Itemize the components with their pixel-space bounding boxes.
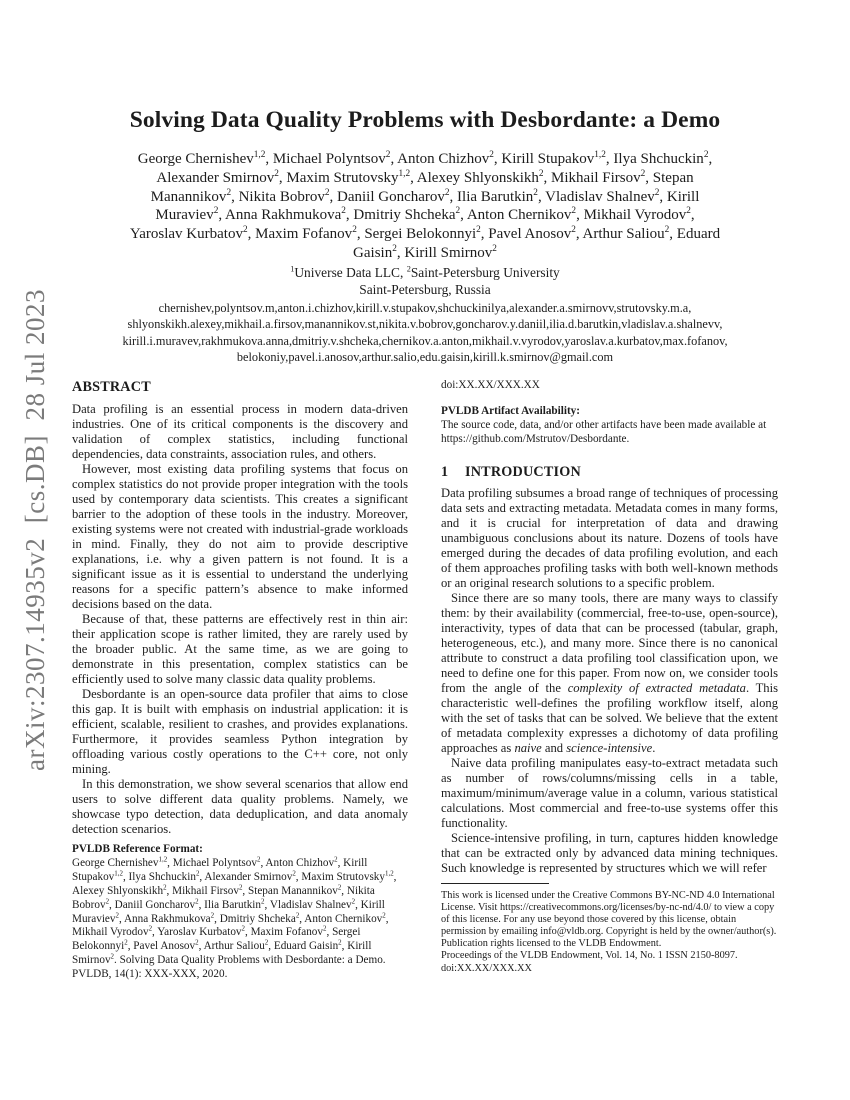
section-title: INTRODUCTION: [465, 463, 581, 480]
intro-paragraph: Data profiling subsumes a broad range of techniques of processing data sets and extracting metadata. Metadata comes in many forms, and it is crucial for interpretation of data and drawing unambiguous conclusions about its nature. Dozens of tools have emerged during the decades of data profiling evolution, and each of them approaches profiling tasks with both well-known methods or an original research solutions to a specific problem.: [441, 485, 778, 590]
footnote-rule: [441, 883, 549, 884]
artifact-availability-sentence: The source code, data, and/or other artifacts have been made available at: [441, 418, 767, 431]
footnote-proceedings-line: Proceedings of the VLDB Endowment, Vol. 14, No. 1 ISSN 2150-8097.: [441, 950, 738, 962]
artifact-url-link[interactable]: https://github.com/Mstrutov/Desbordante.: [441, 432, 630, 445]
left-column: [72, 379, 408, 837]
intro-paragraph: Science-intensive profiling, in turn, captures hidden knowledge that can be extracted only by advanced data mining techniques. Such knowledge is represented by structures which we will refer: [441, 830, 778, 875]
abstract-paragraph: Desbordante is an open-source data profiler that aims to close this gap. It is built with emphasis on industrial application: it is efficient, scalable, resilient to crashes, and provides explanations. Furthermore, it provides seamless Python integration by offloading various costly operations to the C++ core, not only mining.: [72, 687, 408, 776]
artifact-availability-text: [441, 419, 778, 447]
author-line: Manannikov$^2$, Nikita Bobrov$^2$, Daniil Goncharov$^2$, Ilia Barutkin$^2$, Vladislav Shalnev$^2$, Kirill: [150, 187, 700, 205]
footnote-license-text: This work is licensed under the Creative Commons BY-NC-ND 4.0 International License. Visit https://creativecommons.org/licenses/by-nc-nd/4.0/ to view a copy of this license. For any use beyond those covered by this license, obtain permission by emailing info@vldb.org. Copyright is held by the owner/author(s). Publication rights licensed to the VLDB Endowment.: [441, 890, 777, 950]
footnote-doi-line: doi:XX.XX/XXX.XX: [441, 962, 532, 974]
location-line: Saint-Petersburg, Russia: [359, 281, 491, 297]
email-line: chernishev,polyntsov.m,anton.i.chizhov,kirill.v.stupakov,shchuckinilya,alexander.a.smirnovv,strutovsky.m.a,: [158, 301, 692, 315]
artifact-availability-heading: PVLDB Artifact Availability:: [441, 404, 581, 417]
doi-line: doi:XX.XX/XXX.XX: [441, 379, 540, 391]
email-line: belokoniy,pavel.i.anosov,arthur.salio,edu.gaisin,kirill.k.smirnov@gmail.com: [236, 350, 614, 365]
introduction-heading: [441, 464, 778, 481]
section-number: 1: [441, 463, 449, 480]
right-column: [441, 379, 778, 876]
abstract-heading: ABSTRACT: [72, 379, 151, 395]
intro-paragraph: Since there are so many tools, there are many ways to classify them: by their availability (commercial, free-to-use, open-source), interactivity, types of data that can be processed (tabular, graph, heterogeneous, etc.), and many more. Since there is no canonical attribute to construct a data profiling tool classification upon, we need to define one for this paper. From now on, we consider tools from the angle of the complexity of extracted metadata. This characteristic well-defines the profiling workflow itself, along with the set of tasks that can be solved. We believe that the extent of metadata complexity expresses a dichotomy of data profiling approaches as naive and science-intensive.: [441, 590, 778, 755]
email-line: shlyonskikh.alexey,mikhail.a.firsov,manannikov.st,nikita.v.bobrov,goncharov.y.daniil,ilia.d.barutkin,vladislav.a.shalnevv,: [127, 317, 723, 332]
email-block: [30, 300, 820, 366]
author-line: Gaisin$^2$, Kirill Smirnov$^2$: [353, 243, 497, 261]
email-line: kirill.i.muravev,rakhmukova.anna,dmitriy.v.shcheka,chernikov.a.anton,mikhail.v.vyrodov,yaroslav.a.kurbatov,max.fofanov,: [122, 333, 728, 348]
abstract-paragraph: However, most existing data profiling systems that focus on complex statistics do not provide proper integration with the tools used by contemporary data scientists. This creates a significant barrier to the adoption of these tools in the industry. Moreover, existing systems were not created with industrial-grade workloads in mind. Finally, they do not aim to provide descriptive explanations, i.e. why a given pattern is not found. It is a significant issue as it is essential to understand the underlying reasons for a specific pattern’s absence to make informed decisions based on the data.: [72, 462, 408, 611]
affiliation-line: $^1$Universe Data LLC, $^2$Saint-Petersburg University: [290, 264, 560, 280]
abstract-paragraph: Data profiling is an essential process in modern data-driven industries. One of its critical components is the discovery and validation of complex statistics, including functional dependencies, data constraints, association rules, and others.: [72, 402, 408, 461]
author-line: Muraviev$^2$, Anna Rakhmukova$^2$, Dmitriy Shcheka$^2$, Anton Chernikov$^2$, Mikhail Vyrodov$^2$,: [155, 206, 695, 224]
abstract-paragraph: Because of that, these patterns are effectively rest in thin air: their application scope is rather limited, they are rarely used by the broader public. At the same time, as we are going to demonstrate in this presentation, complex statistics can be efficiently used to solve many classic data quality problems.: [72, 612, 408, 686]
author-line: George Chernishev$^{1,2}$, Michael Polyntsov$^2$, Anton Chizhov$^2$, Kirill Stupakov$^{1,2}$, Ilya Shchuckin$^2$,: [137, 150, 713, 167]
affiliation-block: [72, 265, 778, 298]
author-line: Alexander Smirnov$^2$, Maxim Strutovsky$^{1,2}$, Alexey Shlyonskikh$^2$, Mikhail Firsov$^2$, Stepan: [156, 168, 694, 186]
author-block: [50, 150, 800, 263]
intro-paragraph: Naive data profiling manipulates easy-to-extract metadata such as number of rows/columns/missing cells in a table, maximum/minimum/average value in a column, various statistical calculations. Most commercial and free-to-use systems offer this functionality.: [441, 755, 778, 830]
reference-format-block: [72, 843, 412, 982]
abstract-paragraph: In this demonstration, we show several scenarios that allow end users to solve different data quality problems. Namely, we showcase typo detection, data deduplication, and data anomaly detection scenarios.: [72, 777, 408, 836]
paper-title: Solving Data Quality Problems with Desbordante: a Demo: [129, 107, 721, 133]
footnote-block: [441, 883, 778, 975]
author-line: Yaroslav Kurbatov$^2$, Maxim Fofanov$^2$, Sergei Belokonnyi$^2$, Pavel Anosov$^2$, Arthur Saliou$^2$, Eduard: [129, 225, 721, 243]
arxiv-watermark-text: arXiv:2307.14935v2 [cs.DB] 28 Jul 2023: [19, 289, 50, 771]
reference-format-heading: PVLDB Reference Format:: [72, 843, 203, 855]
reference-format-text: George Chernishev$^{1,2}$, Michael Polyntsov$^2$, Anton Chizhov$^2$, Kirill Stupakov$^{1,2}$, Ilya Shchuckin$^2$, Alexander Smirnov$^2$, Maxim Strutovsky$^{1,2}$, Alexey Shlyonskikh$^2$, Mikhail Firsov$^2$, Stepan Manannikov$^2$, Nikita Bobrov$^2$, Daniil Goncharov$^2$, Ilia Barutkin$^2$, Vladislav Shalnev$^2$, Kirill Muraviev$^2$, Anna Rakhmukova$^2$, Dmitriy Shcheka$^2$, Anton Chernikov$^2$, Mikhail Vyrodov$^2$, Yaroslav Kurbatov$^2$, Maxim Fofanov$^2$, Sergei Belokonnyi$^2$, Pavel Anosov$^2$, Arthur Saliou$^2$, Eduard Gaisin$^2$, Kirill Smirnov$^2$. Solving Data Quality Problems with Desbordante: a Demo. PVLDB, 14(1): XXX-XXX, 2020.: [72, 855, 397, 981]
